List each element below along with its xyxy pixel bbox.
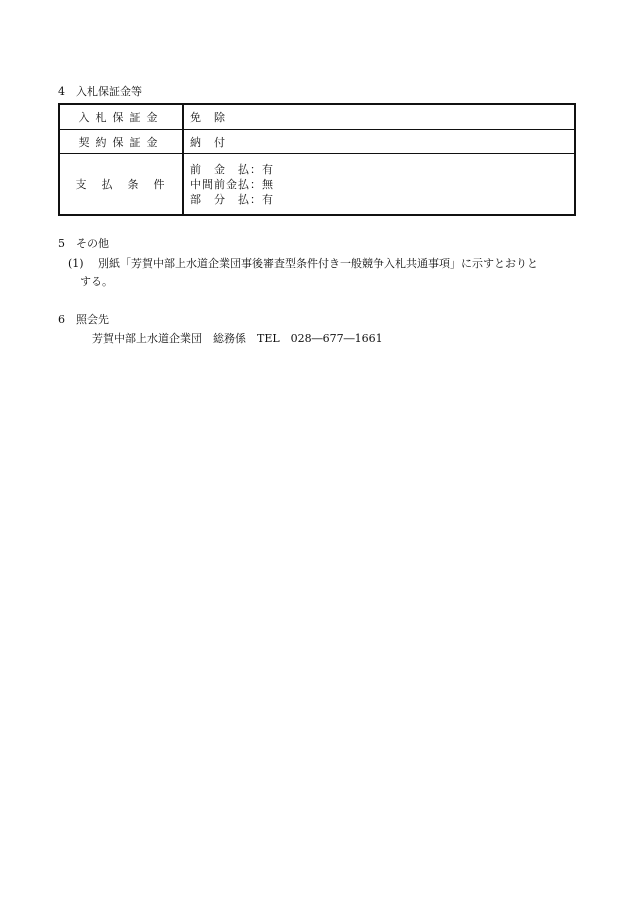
bid-deposit-label: 入札保証金 xyxy=(59,104,183,130)
section-4-title: 入札保証金等 xyxy=(76,85,142,98)
section-6-number: 6 xyxy=(58,313,65,326)
advance-payment-line: 前 金 払：有 xyxy=(190,162,274,176)
table-row xyxy=(59,154,575,216)
interim-advance-payment-line: 中間前金払：無 xyxy=(190,177,274,191)
section-6-title: 照会先 xyxy=(76,313,109,326)
payment-terms-label: 支 払 条 件 xyxy=(59,154,183,216)
bid-deposit-value: 免 除 xyxy=(183,104,575,130)
deposit-table xyxy=(58,103,576,216)
section-5-title: その他 xyxy=(76,237,109,250)
section-5-heading xyxy=(58,237,109,251)
section-5-number: 5 xyxy=(58,237,65,250)
table-row xyxy=(59,130,575,154)
section-5-item-1 xyxy=(68,256,538,272)
contract-deposit-value: 納 付 xyxy=(183,130,575,154)
partial-payment-line: 部 分 払：有 xyxy=(190,192,274,206)
table-row xyxy=(59,104,575,130)
section-6-heading xyxy=(58,313,109,327)
contact-info: 芳賀中部上水道企業団 総務係 TEL 028―677―1661 xyxy=(92,332,383,345)
item-text-line-1: 別紙「芳賀中部上水道企業団事後審査型条件付き一般競争入札共通事項」に示すとおりと xyxy=(98,257,538,270)
payment-terms-value xyxy=(183,154,575,216)
section-4-heading xyxy=(58,85,142,99)
section-4-number: 4 xyxy=(58,85,65,98)
item-marker: (1) xyxy=(68,257,84,270)
contract-deposit-label: 契約保証金 xyxy=(59,130,183,154)
section-5-item-1-continuation: する。 xyxy=(80,275,113,288)
